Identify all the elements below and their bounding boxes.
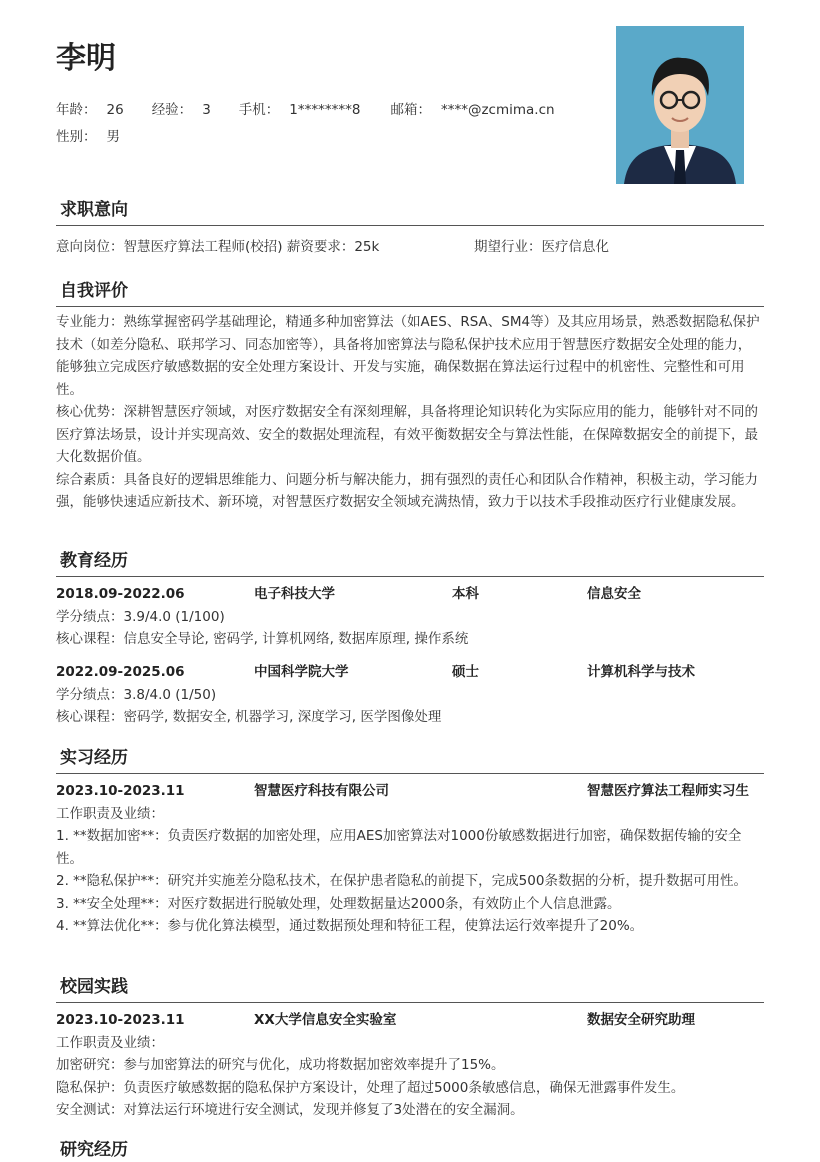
campus-item: 隐私保护：负责医疗敏感数据的隐私保护方案设计，处理了超过5000条敏感信息，确保无泄露事件发生。 <box>56 1079 685 1096</box>
experience-value: 3 <box>202 102 211 118</box>
gender-field <box>56 126 120 149</box>
campus-item: 加密研究：参与加密算法的研究与优化，成功将数据加密效率提升了15%。 <box>56 1057 505 1073</box>
internship-item: 2. **隐私保护**：研究并实施差分隐私技术，在保护患者隐私的前提下，完成500条数据的分析，提升数据可用性。 <box>56 873 747 889</box>
education-major: 计算机科学与技术 <box>587 664 695 680</box>
education-courses: 核心课程：密码学, 数据安全, 机器学习, 深度学习, 医学图像处理 <box>56 709 442 725</box>
email-value: ****@zcmima.cn <box>440 102 555 118</box>
section-divider <box>56 576 764 577</box>
campus-item: 安全测试：对算法运行环境进行安全测试，发现并修复了3处潜在的安全漏洞。 <box>56 1102 524 1118</box>
phone-value: 1********8 <box>289 102 361 118</box>
internship-item: 3. **安全处理**：对医疗数据进行脱敏处理，处理数据量达2000条，有效防止个人信息泄露。 <box>56 895 621 912</box>
section-title-internship: 实习经历 <box>60 748 128 768</box>
campus-role: 数据安全研究助理 <box>587 1012 695 1028</box>
experience-label: 经验： <box>151 102 193 118</box>
internship-duty-title: 工作职责及业绩： <box>56 805 164 822</box>
internship-role: 智慧医疗算法工程师实习生 <box>587 783 749 799</box>
self-eval-paragraph: 核心优势：深耕智慧医疗领域，对医疗数据安全有深刻理解，具备将理论知识转化为实际应用的能力，能够针对不同的医疗算法场景，设计并实现高效、安全的数据处理流程，有效平衡数据安全与算法性能，在保障数据安全的前提下，最大化数据价值。 <box>56 404 758 465</box>
education-gpa: 学分绩点：3.8/4.0 (1/50) <box>56 686 217 703</box>
education-header <box>56 583 764 606</box>
portrait-image <box>616 26 744 184</box>
self-eval-paragraph: 专业能力：熟练掌握密码学基础理论，精通多种加密算法（如AES、RSA、SM4等）及其应用场景，熟悉数据隐私保护技术（如差分隐私、联邦学习、同态加密等），具备将加密算法与隐私保护技术应用于智慧医疗数据安全处理的能力，能够独立完成医疗敏感数据的安全处理方案设计、开发与实施，确保数据在算法运行过程中的机密性、完整性和可用性。 <box>56 314 760 398</box>
education-period: 2022.09-2025.06 <box>56 664 185 680</box>
basic-info-row <box>56 99 583 122</box>
education-degree: 本科 <box>452 586 479 602</box>
candidate-name: 李明 <box>56 41 116 76</box>
intent-industry: 期望行业：医疗信息化 <box>474 239 609 255</box>
section-title-intent: 求职意向 <box>60 200 128 220</box>
intent-row <box>56 236 764 259</box>
internship-company: 智慧医疗科技有限公司 <box>254 783 389 799</box>
section-divider <box>56 306 764 307</box>
education-degree: 硕士 <box>452 664 479 680</box>
basic-info-row-2 <box>56 126 148 149</box>
education-major: 信息安全 <box>587 586 641 602</box>
education-gpa: 学分绩点：3.9/4.0 (1/100) <box>56 608 225 625</box>
section-divider <box>56 773 764 774</box>
intent-position: 意向岗位：智慧医疗算法工程师(校招) 薪资要求：25k <box>56 239 380 255</box>
age-field <box>56 99 124 122</box>
education-header <box>56 661 764 684</box>
education-period: 2018.09-2022.06 <box>56 586 185 602</box>
campus-header <box>56 1009 764 1032</box>
phone-label: 手机： <box>238 102 280 118</box>
internship-entry <box>56 780 764 938</box>
self-eval-block <box>56 311 764 514</box>
age-label: 年龄： <box>56 102 97 118</box>
self-eval-paragraph: 综合素质：具备良好的逻辑思维能力、问题分析与解决能力，拥有强烈的责任心和团队合作精神，积极主动，学习能力强，能够快速适应新技术、新环境，对智慧医疗数据安全领域充满热情，致力于以技术手段推动医疗行业健康发展。 <box>56 471 758 510</box>
education-school: 中国科学院大学 <box>254 664 349 680</box>
education-entry <box>56 583 764 651</box>
education-school: 电子科技大学 <box>254 586 335 602</box>
campus-org: XX大学信息安全实验室 <box>254 1012 397 1028</box>
section-title-education: 教育经历 <box>60 551 128 571</box>
campus-period: 2023.10-2023.11 <box>56 1012 185 1028</box>
internship-header <box>56 780 764 803</box>
section-divider <box>56 225 764 226</box>
age-value: 26 <box>106 102 124 118</box>
section-title-research: 研究经历 <box>60 1140 128 1160</box>
internship-period: 2023.10-2023.11 <box>56 783 185 799</box>
gender-value: 男 <box>106 129 120 145</box>
email-label: 邮箱： <box>390 102 431 118</box>
internship-item: 1. **数据加密**：负责医疗数据的加密处理，应用AES加密算法对1000份敏感数据进行加密，确保数据传输的安全性。 <box>56 828 742 867</box>
internship-item: 4. **算法优化**：参与优化算法模型，通过数据预处理和特征工程，使算法运行效率提升了20%。 <box>56 918 644 934</box>
education-entry <box>56 661 764 729</box>
education-courses: 核心课程：信息安全导论, 密码学, 计算机网络, 数据库原理, 操作系统 <box>56 631 469 647</box>
campus-duty-title: 工作职责及业绩： <box>56 1034 164 1051</box>
section-title-self-eval: 自我评价 <box>60 281 128 301</box>
section-title-campus: 校园实践 <box>60 977 128 997</box>
profile-photo <box>616 26 744 184</box>
section-divider <box>56 1002 764 1003</box>
gender-label: 性别： <box>56 129 97 145</box>
campus-entry <box>56 1009 764 1122</box>
experience-field <box>152 99 211 122</box>
phone-field <box>239 99 361 122</box>
email-field <box>390 99 554 122</box>
